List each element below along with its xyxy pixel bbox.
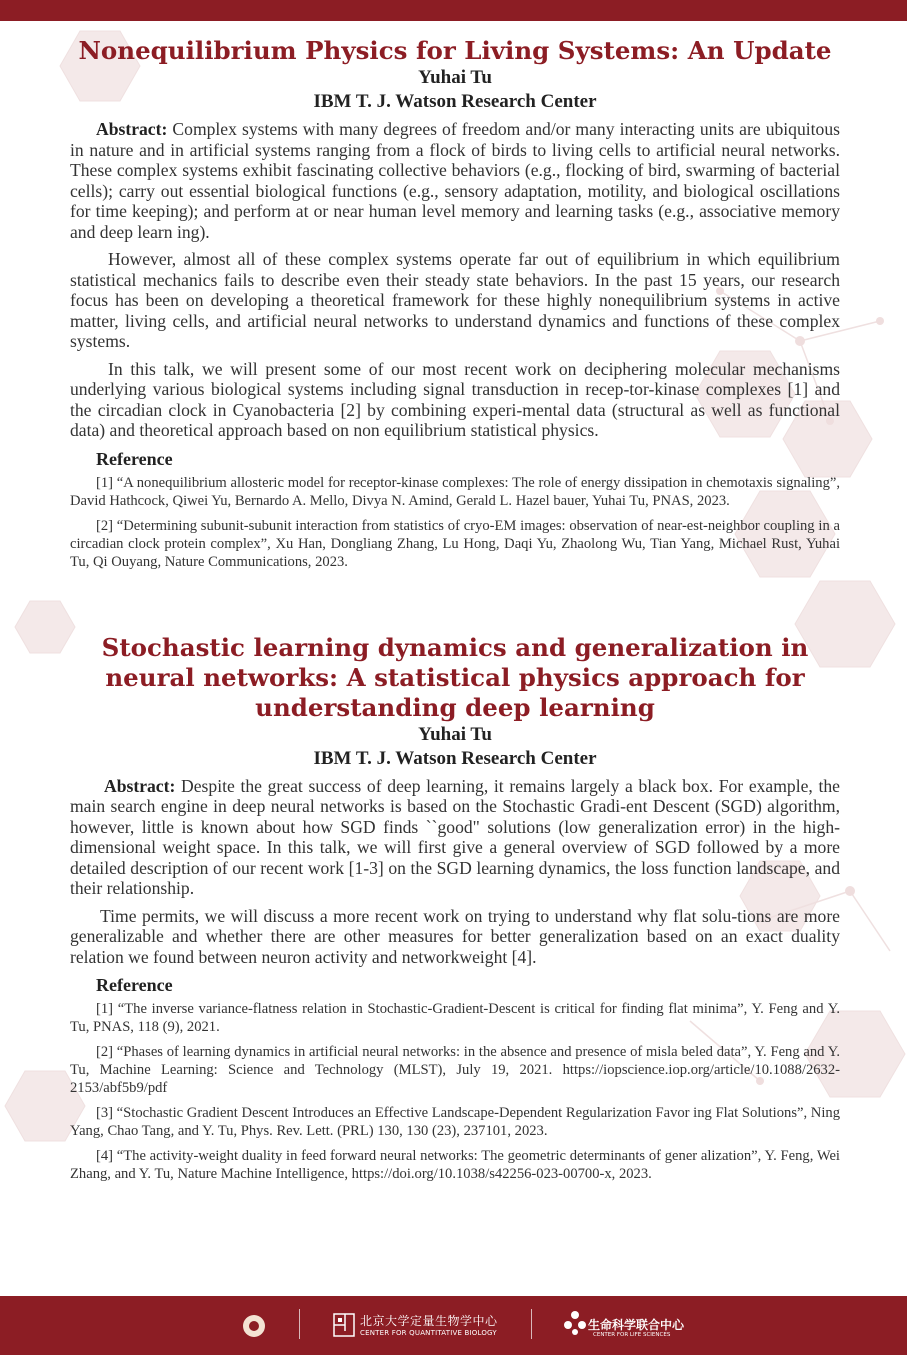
talk2-reference-item: [3] “Stochastic Gradient Descent Introduces an Effective Landscape-Dependent Regularization Favor ing Flat Solutions”, Ning Yang, Chao Tang, and Y. Tu, Phys. Rev. Lett. (PRL) 130, 130 (23), 237101, 2023. — [70, 1105, 840, 1139]
talk1-abstract-paragraph-1 — [70, 119, 840, 242]
talk2-affiliation: IBM T. J. Watson Research Center — [313, 747, 597, 769]
talk1-abstract-paragraph-2: However, almost all of these complex systems operate far out of equilibrium in which equilibrium statistical mechanics fails to describe even their steady state behaviors. In the past 15 years, our research focus has been on developing a theoretical framework for these highly nonequilibrium systems in active matter, living cells, and artificial neural networks to understand dynamics and functions of these complex systems. — [70, 249, 840, 351]
talk1-reference-item: [1] “A nonequilibrium allosteric model for receptor-kinase complexes: The role of energy dissipation in chemotaxis signaling”, David Hathcock, Qiwei Yu, Bernardo A. Mello, Divya N. Amind, Gerald L. Hazel bauer, Yuhai Tu, PNAS, 2023. — [70, 474, 840, 509]
cls-name-english: CENTER FOR LIFE SCIENCES — [593, 1332, 671, 1338]
top-banner — [0, 0, 907, 21]
footer-divider — [531, 1309, 532, 1339]
talk2-reference-heading: Reference — [96, 975, 173, 995]
talk2-reference-item: [4] “The activity-weight duality in feed forward neural networks: The geometric determinants of gener alization”, Y. Feng, Wei Zhang, and Y. Tu, Nature Machine Intelligence, https://doi.org/10.1038/s42256-023-00700-x, 2023. — [70, 1148, 840, 1182]
cqb-logo-icon — [333, 1313, 355, 1337]
talk1-affiliation: IBM T. J. Watson Research Center — [313, 91, 597, 112]
talk1-reference-item: [2] “Determining subunit-subunit interaction from statistics of cryo-EM images: observation of near-est-neighbor coupling in a circadian clock protein complex”, Xu Han, Dongliang Zhang, Lu Hong, Daqi Yu, Zhaolong Wu, Tian Yang, Michael Rust, Yuhai Tu, Qi Ouyang, Nature Communications, 2023. — [70, 517, 840, 570]
talk2-abstract-paragraph-1 — [70, 776, 840, 899]
talk2-reference-item: [2] “Phases of learning dynamics in artificial neural networks: in the absence and presence of misla beled data”, Y. Feng and Y. Tu, Machine Learning: Science and Technology (MLST), July 19, 2021. https://iopscience.iop.org/article/10.1088/2632-2153/abf5b9/pdf — [70, 1044, 840, 1096]
university-seal-icon — [243, 1315, 265, 1337]
cqb-name-chinese: 北京大学定量生物学中心 — [360, 1314, 498, 1328]
talk2-speaker: Yuhai Tu — [418, 723, 492, 745]
talk1-abstract-paragraph-3: In this talk, we will present some of our most recent work on deciphering molecular mechanisms underlying various biological systems including signal transduction in recep-tor-kinase complexes [1] and the circadian clock in Cyanobacteria [2] by combining experi-mental data (structural as well as functional data) and theoretical approach based on non equilibrium statistical physics. — [70, 358, 840, 440]
talk1-title: Nonequilibrium Physics for Living Systems: An Update — [78, 36, 832, 65]
poster-content — [70, 36, 840, 1190]
cls-name-chinese: 生命科学联合中心 — [588, 1318, 685, 1332]
talk2-abstract-label: Abstract: — [104, 775, 176, 796]
talk1-abstract-label: Abstract: — [96, 119, 168, 139]
talk2-abstract-text-1: Despite the great success of deep learning, it remains largely a black box. For example, the main search engine in deep neural networks is based on the Stochastic Gradi-ent Descent (SGD) algorithm, however, little is known about how SGD finds ``good" solutions (low generalization error) in the high-dimensional weight space. In this talk, we will first give a general overview of SGD followed by a more detailed description of our recent work [1-3] on the SGD learning dynamics, the loss function landscape, and their relationship. — [70, 775, 840, 898]
footer-divider — [299, 1309, 300, 1339]
talk2-abstract-paragraph-2: Time permits, we will discuss a more recent work on trying to understand why flat solu-tions are more generalizable and whether there are other measures for better generalization based on an exact duality relation we found between neuron activity and networkweight [4]. — [70, 905, 840, 967]
talk2-reference-item: [1] “The inverse variance-flatness relation in Stochastic-Gradient-Descent is critical for finding flat minima”, Y. Feng and Y. Tu, PNAS, 118 (9), 2021. — [70, 1001, 840, 1035]
talk1-speaker: Yuhai Tu — [418, 67, 492, 88]
cls-logo-icon — [563, 1310, 587, 1336]
talk2-title: Stochastic learning dynamics and generalization in neural networks: A statistical physics approach for understanding deep learning — [101, 632, 809, 722]
talk1-abstract-text-1: Complex systems with many degrees of freedom and/or many interacting units are ubiquitous in nature and in artificial systems ranging from a flock of birds to living cells to artificial neural networks. These complex systems exhibit fascinating collective behaviors (e.g., flocking of bird, swarming of bacterial cells); carry out essential biological functions (e.g., sensory adaptation, motility, and biological oscillations for time keeping); and perform at or near human level memory and learning tasks (e.g., associative memory and deep learn ing). — [70, 119, 840, 242]
talk1-reference-heading: Reference — [96, 448, 173, 469]
cqb-name-english: CENTER FOR QUANTITATIVE BIOLOGY — [360, 1329, 497, 1337]
